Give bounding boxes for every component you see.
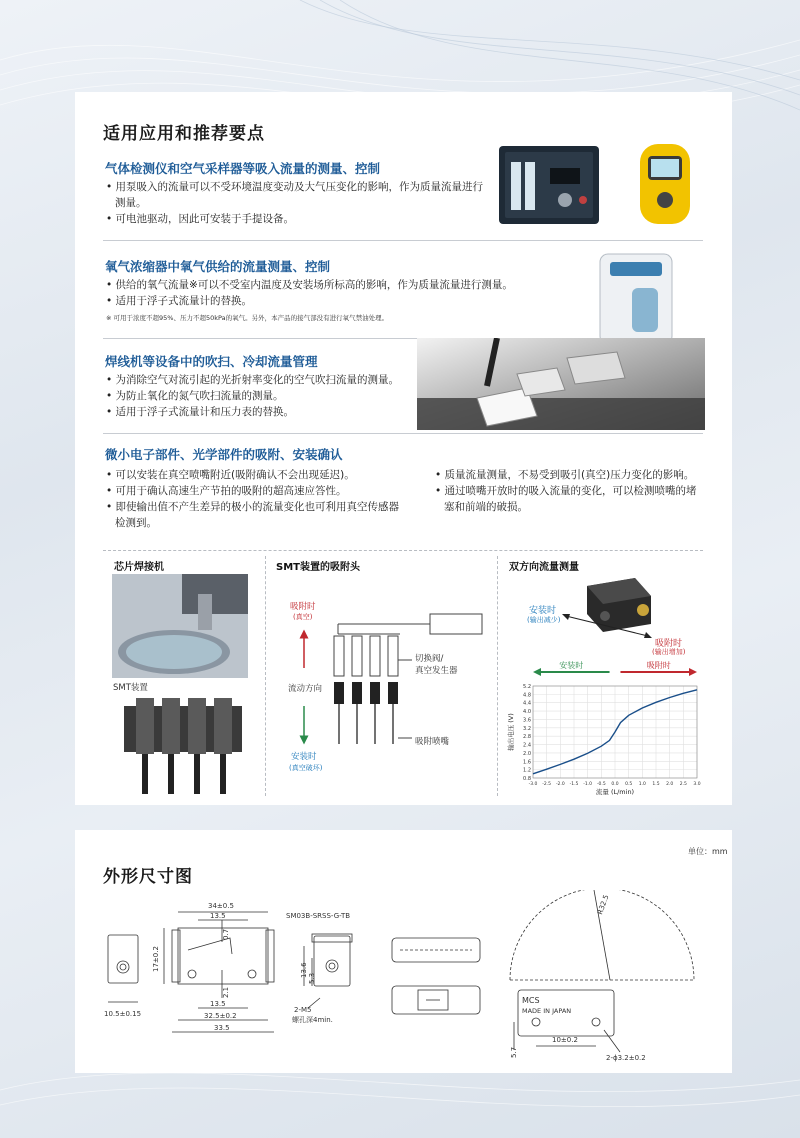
bidir-mount-label: 安装时 [529,606,557,616]
x-tick-label: -0.5 [596,782,606,787]
x-tick-label: 1.5 [652,782,660,787]
x-tick-label: 0.5 [625,782,633,787]
list-item: • 用泵吸入的流量可以不受环境温度变动及大气压变化的影响，作为质量流量进行测量。 [106,181,484,209]
arrow-left-head [533,668,541,676]
suction-sublabel: (真空) [293,613,313,621]
gas-detector-image [495,138,605,230]
y-tick-label: 0.8 [523,776,531,782]
oxygen-title: 氧气浓缩器中氧气供给的流量测量、控制 [105,259,331,274]
y-tick-label: 3.6 [523,717,531,724]
list-item: • 通过喷嘴开放时的吸入流量的变化，可以检测喷嘴的堵塞和前端的破损。 [435,485,697,513]
micro-bullets-right [435,467,707,515]
list-item: • 即使输出值不产生差异的极小的流量变化也可利用真空传感器检测到。 [106,501,400,529]
list-item: • 为防止氧化的氮气吹扫流量的测量。 [106,390,284,402]
smt-head-title: SMT装置的吸附头 [276,562,360,573]
dim-32-5: 32.5±0.2 [204,1012,237,1020]
x-tick-label: -1.0 [583,782,593,787]
unit-label: 单位：mm [688,847,728,856]
mount-sublabel: (真空破坏) [289,764,323,772]
x-tick-label: 2.5 [679,782,687,787]
dim-10-5: 10.5±0.15 [104,1010,142,1018]
x-tick-label: -2.5 [542,782,552,787]
dim-0-7: 0.7 [222,928,230,940]
dim-13-6: 13.6 [300,962,308,978]
dashed-divider [103,550,703,551]
y-tick-label: 2.0 [523,750,531,757]
micro-bullets-left [106,467,406,531]
micro-title: 微小电子部件、光学部件的吸附、安装确认 [105,447,343,462]
valve-label: 切换阀/ [415,654,444,664]
list-item: • 可用于确认高速生产节拍的吸附的超高速应答性。 [106,485,347,497]
m5-depth-label: 螺孔深4min. [292,1016,333,1024]
bidir-suction-label: 吸附时 [655,639,683,649]
list-item: • 适用于浮子式流量计的替换。 [106,295,253,307]
dashed-divider-v [265,556,266,796]
bidir-suction-sublabel: (输出增加) [652,648,686,656]
m5-label: 2-M5 [294,1006,312,1014]
output-voltage-chart [505,660,705,798]
list-item: • 质量流量测量，不易受到吸引(真空)压力变化的影响。 [435,469,695,481]
y-tick-label: 4.8 [523,692,531,699]
y-axis-label: 输出电压 (V) [507,713,515,751]
dim-2-1: 2.1 [222,986,230,998]
dim-13-5-bottom: 13.5 [210,1000,226,1008]
portable-gas-meter-image [632,140,697,228]
y-tick-label: 1.2 [523,767,531,774]
dim-5-7: 5.7 [510,1046,518,1058]
dim-13-5-top: 13.5 [210,912,226,920]
oxygen-bullets [106,277,586,309]
mount-label: 安装时 [291,752,317,762]
dim-10: 10±0.2 [552,1036,578,1044]
smt-flow-diagram [290,612,490,772]
wire-bonding-image [417,338,705,430]
x-tick-label: -3.0 [528,782,538,787]
made-in-japan-label: MADE IN JAPAN [522,1007,572,1015]
welding-title: 焊线机等设备中的吹扫、冷却流量管理 [105,354,318,369]
radius-label: R32.5 [596,893,611,916]
dim-17: 17±0.2 [152,946,160,972]
dimension-drawings [100,890,700,1065]
y-tick-label: 2.4 [523,742,531,749]
bidirectional-title: 双方向流量测量 [509,562,579,573]
arrow-right-head [689,668,697,676]
x-tick-label: -1.5 [569,782,579,787]
y-tick-label: 3.2 [523,725,531,732]
list-item: • 可电池驱动，因此可安装于手提设备。 [106,213,295,225]
y-tick-label: 1.6 [523,759,531,766]
x-tick-label: 3.0 [693,782,701,787]
suction-label: 吸附时 [290,602,316,612]
gas-bullets [106,179,491,227]
divider [103,240,703,241]
generator-label: 真空发生器 [415,666,458,676]
bidir-arrow [560,612,660,642]
x-tick-label: 0.0 [611,782,619,787]
dim-34: 34±0.5 [208,902,234,910]
dim-33-5: 33.5 [214,1024,230,1032]
connector-model: SM03B-SRSS-G-TB [286,912,351,920]
smt-device-caption: SMT装置 [113,683,148,693]
list-item: • 为消除空气对流引起的光折射率变化的空气吹扫流量的测量。 [106,374,400,386]
list-item: • 供给的氧气流量※可以不受室内温度及安装场所标高的影响，作为质量流量进行测量。 [106,279,513,291]
chip-bonder-image [112,574,248,678]
divider [103,433,703,434]
dimensions-heading: 外形尺寸图 [103,867,193,887]
chip-bonder-title: 芯片焊接机 [114,562,164,573]
list-item: • 适用于浮子式流量计和压力表的替换。 [106,406,295,418]
dim-5-3: 5.3 [308,972,316,984]
nozzle-label: 吸附喷嘴 [415,737,450,747]
dashed-divider-v [497,556,498,796]
bidir-mount-sublabel: (输出减少) [527,616,561,624]
y-tick-label: 4.4 [523,700,531,707]
y-tick-label: 2.8 [523,734,531,741]
arrow-left-label: 安装时 [559,661,584,670]
gas-title: 气体检测仪和空气采样器等吸入流量的测量、控制 [105,161,381,176]
welding-bullets [106,372,426,420]
y-tick-label: 4.0 [523,709,531,716]
flow-direction-label: 流动方向 [288,684,323,694]
smt-head-image [118,696,248,802]
mcs-label: MCS [522,996,540,1005]
oxygen-note: ※ 可用于浓度不超95%、压力不超50kPa的氧气。另外，本产品的接气部没有进行氧气禁油处理。 [106,314,389,322]
y-tick-label: 5.2 [523,684,531,690]
x-tick-label: 1.0 [638,782,646,787]
list-item: • 可以安装在真空喷嘴附近(吸附确认不会出现延迟)。 [106,469,355,481]
dim-3-2: 2-ɸ3.2±0.2 [606,1054,646,1062]
x-tick-label: -2.0 [555,782,565,787]
x-tick-label: 2.0 [666,782,674,787]
arrow-right-label: 吸附时 [646,661,671,670]
x-axis-label: 流量 (L/min) [595,788,635,796]
applications-heading: 适用应用和推荐要点 [103,124,265,144]
